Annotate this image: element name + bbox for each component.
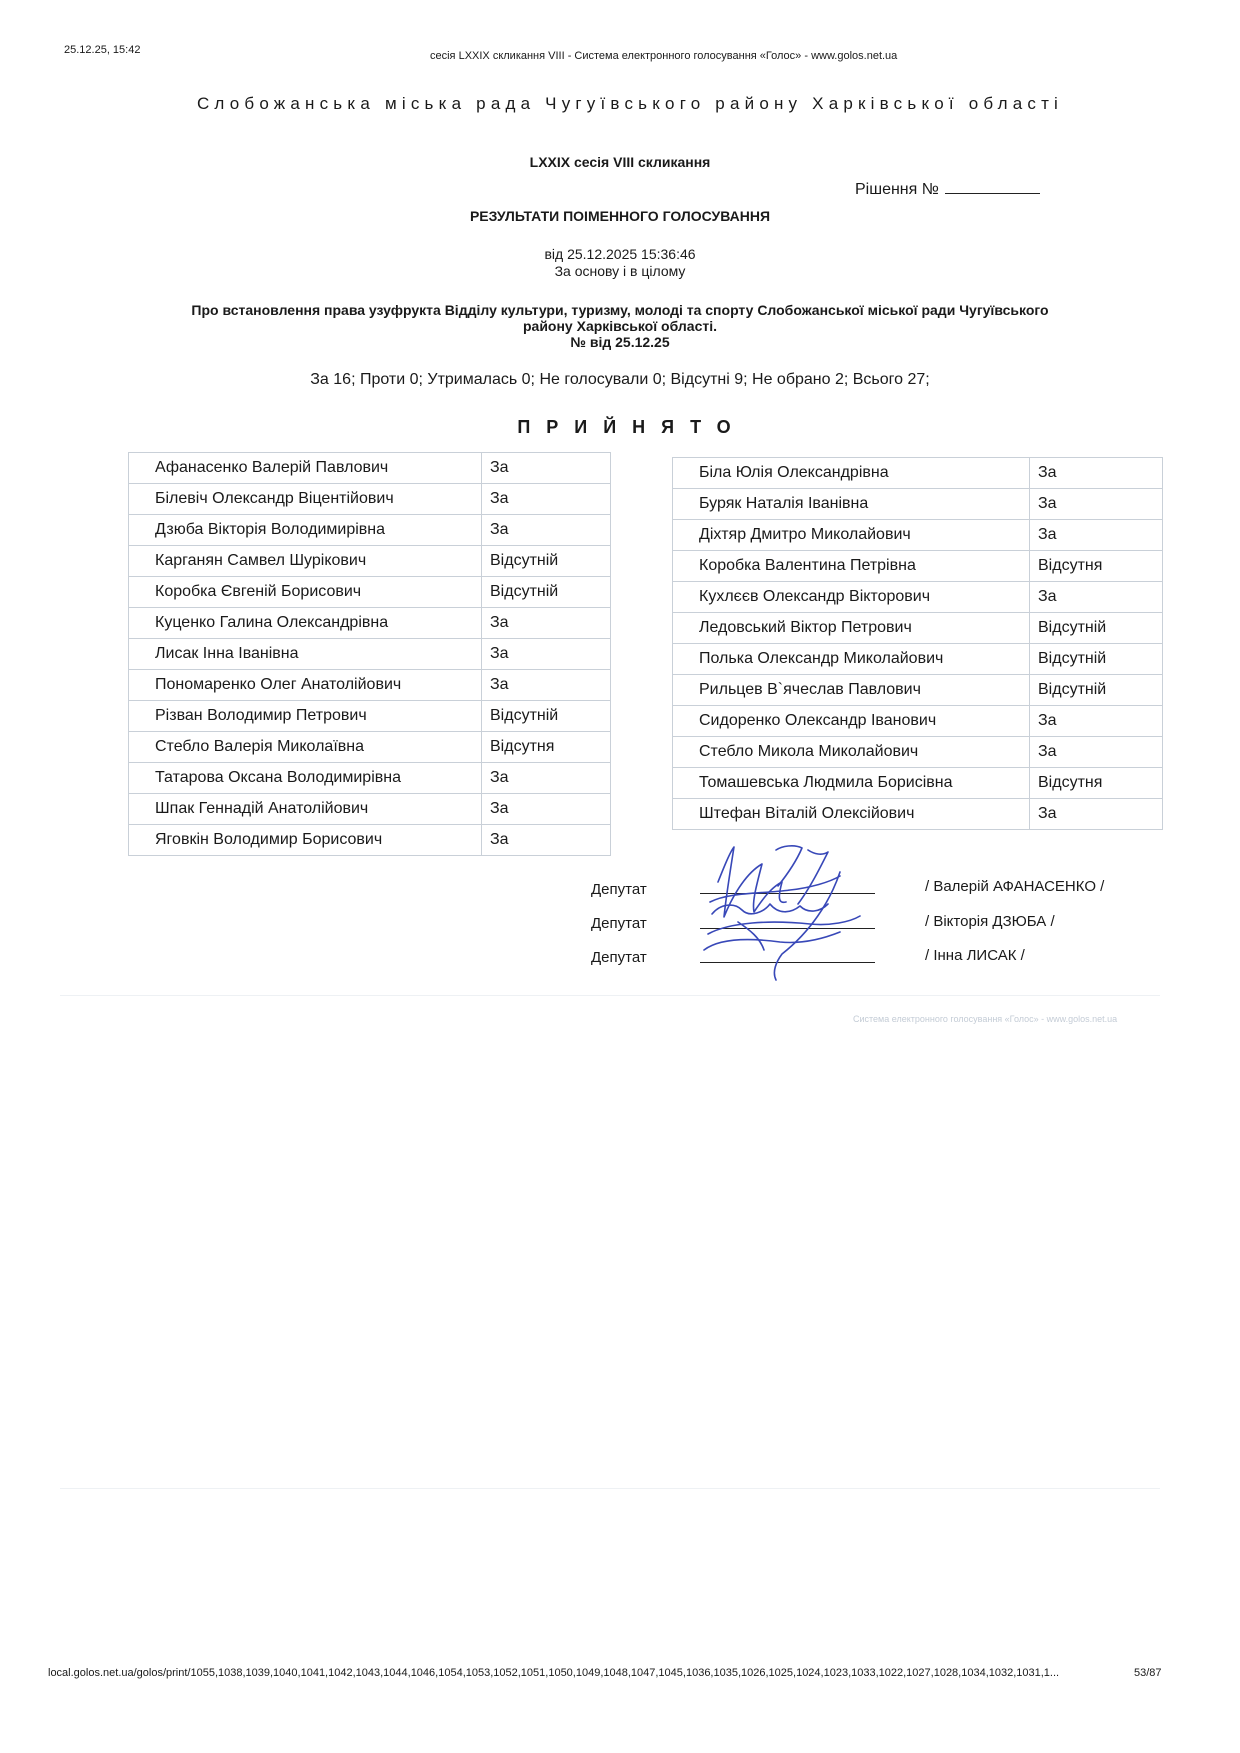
deputy-name: Рильцев В`ячеслав Павлович [673, 675, 1030, 706]
deputy-vote: Відсутній [482, 546, 611, 577]
table-row [129, 484, 611, 515]
deputy-vote: За [1030, 582, 1163, 613]
deputy-vote: Відсутній [482, 701, 611, 732]
deputy-name: Томашевська Людмила Борисівна [673, 768, 1030, 799]
deputy-name: Коробка Євгеній Борисович [129, 577, 482, 608]
signatory-name: / Валерій АФАНАСЕНКО / [925, 878, 1105, 895]
deputy-vote: За [482, 453, 611, 484]
table-row [673, 489, 1163, 520]
deputy-vote: За [1030, 737, 1163, 768]
table-row [673, 799, 1163, 830]
table-row [129, 639, 611, 670]
deputy-name: Стебло Валерія Миколаївна [129, 732, 482, 763]
results-title: РЕЗУЛЬТАТИ ПОІМЕННОГО ГОЛОСУВАННЯ [469, 208, 771, 224]
deputy-name: Ледовський Віктор Петрович [673, 613, 1030, 644]
subject-line: району Харківської області. [522, 318, 717, 334]
vote-summary: За 16; Проти 0; Утрималась 0; Не голосували 0; Відсутні 9; Не обрано 2; Всього 27; [310, 371, 930, 388]
deputy-name: Афанасенко Валерій Павлович [129, 453, 482, 484]
deputy-name: Дзюба Вікторія Володимирівна [129, 515, 482, 546]
table-row [673, 768, 1163, 799]
page-number: 53/87 [1134, 1667, 1162, 1679]
deputy-name: Куценко Галина Олександрівна [129, 608, 482, 639]
deputy-vote: За [482, 608, 611, 639]
deputy-vote: За [482, 794, 611, 825]
deputy-vote: За [1030, 799, 1163, 830]
deputy-vote: Відсутній [1030, 613, 1163, 644]
table-row [673, 582, 1163, 613]
table-row [129, 763, 611, 794]
table-row [129, 825, 611, 856]
table-row [673, 675, 1163, 706]
vote-basis: За основу і в цілому [554, 263, 686, 279]
deputy-vote: За [482, 825, 611, 856]
handwritten-signature [690, 842, 900, 992]
deputy-vote: Відсутній [1030, 644, 1163, 675]
table-row [129, 577, 611, 608]
deputy-vote: Відсутній [482, 577, 611, 608]
deputy-name: Діхтяр Дмитро Миколайович [673, 520, 1030, 551]
deputy-name: Пономаренко Олег Анатолійович [129, 670, 482, 701]
deputy-vote: За [1030, 489, 1163, 520]
deputy-vote: За [482, 639, 611, 670]
deputy-vote: За [1030, 706, 1163, 737]
decision-label: Рішення № [855, 181, 939, 198]
deputy-name: Татарова Оксана Володимирівна [129, 763, 482, 794]
table-row [129, 732, 611, 763]
deputy-vote: Відсутня [1030, 768, 1163, 799]
table-row [673, 737, 1163, 768]
deputy-name: Шпак Геннадій Анатолійович [129, 794, 482, 825]
subject-line: Про встановлення права узуфрукта Відділу культури, туризму, молоді та спорту Слобожанської міської ради Чугуївського [191, 302, 1049, 318]
deputy-name: Полька Олександр Миколайович [673, 644, 1030, 675]
print-url: local.golos.net.ua/golos/print/1055,1038,1039,1040,1041,1042,1043,1044,1046,1054,1053,1052,1051,1050,1049,1048,1047,1045,1036,1035,1026,1025,1024,1023,1033,1022,1027,1028,1034,1032,1031,1... [48, 1667, 1060, 1679]
table-row [129, 546, 611, 577]
vote-outcome: ПРИЙНЯТО [517, 417, 747, 437]
subject-number: № від 25.12.25 [570, 334, 670, 350]
table-row [129, 701, 611, 732]
vote-date: від 25.12.2025 15:36:46 [544, 246, 696, 262]
council-name: Слобожанська міська рада Чугуївського району Харківської області [196, 94, 1064, 113]
deputy-name: Буряк Наталія Іванівна [673, 489, 1030, 520]
table-row [673, 644, 1163, 675]
deputy-name: Штефан Віталій Олексійович [673, 799, 1030, 830]
table-row [129, 794, 611, 825]
decision-blank-line [945, 180, 1040, 194]
signature-role: Депутат [591, 949, 647, 966]
table-row [673, 458, 1163, 489]
signature-role: Депутат [591, 915, 647, 932]
table-row [673, 613, 1163, 644]
deputy-vote: За [1030, 520, 1163, 551]
vote-subject [140, 302, 1100, 350]
table-row [129, 515, 611, 546]
deputy-vote: За [482, 670, 611, 701]
table-row [129, 670, 611, 701]
votes-table-left [128, 452, 611, 856]
votes-table-right [672, 457, 1163, 830]
print-page-title: сесія LXXIX скликання VIII - Система електронного голосування «Голос» - www.golos.net.ua [430, 50, 898, 62]
deputy-name: Білевіч Олександр Віцентійович [129, 484, 482, 515]
deputy-name: Карганян Самвел Шурікович [129, 546, 482, 577]
session-title: LXXIX сесія VIII скликання [529, 154, 711, 170]
table-row [129, 453, 611, 484]
deputy-name: Коробка Валентина Петрівна [673, 551, 1030, 582]
deputy-vote: Відсутній [1030, 675, 1163, 706]
deputy-vote: За [1030, 458, 1163, 489]
deputy-vote: Відсутня [1030, 551, 1163, 582]
deputy-vote: За [482, 484, 611, 515]
decision-number [855, 180, 1040, 199]
deputy-name: Яговкін Володимир Борисович [129, 825, 482, 856]
divider [60, 995, 1160, 996]
deputy-vote: Відсутня [482, 732, 611, 763]
print-date: 25.12.25, 15:42 [64, 44, 141, 56]
divider [60, 1488, 1160, 1489]
deputy-name: Стебло Микола Миколайович [673, 737, 1030, 768]
system-watermark: Система електронного голосування «Голос» - www.golos.net.ua [853, 1014, 1118, 1024]
signatory-name: / Вікторія ДЗЮБА / [925, 913, 1055, 930]
deputy-name: Різван Володимир Петрович [129, 701, 482, 732]
table-row [673, 551, 1163, 582]
signatory-name: / Інна ЛИСАК / [925, 947, 1025, 964]
deputy-name: Сидоренко Олександр Іванович [673, 706, 1030, 737]
table-row [129, 608, 611, 639]
signature-role: Депутат [591, 881, 647, 898]
table-row [673, 706, 1163, 737]
deputy-vote: За [482, 515, 611, 546]
table-row [673, 520, 1163, 551]
deputy-name: Кухлєєв Олександр Вікторович [673, 582, 1030, 613]
deputy-name: Біла Юлія Олександрівна [673, 458, 1030, 489]
deputy-vote: За [482, 763, 611, 794]
deputy-name: Лисак Інна Іванівна [129, 639, 482, 670]
